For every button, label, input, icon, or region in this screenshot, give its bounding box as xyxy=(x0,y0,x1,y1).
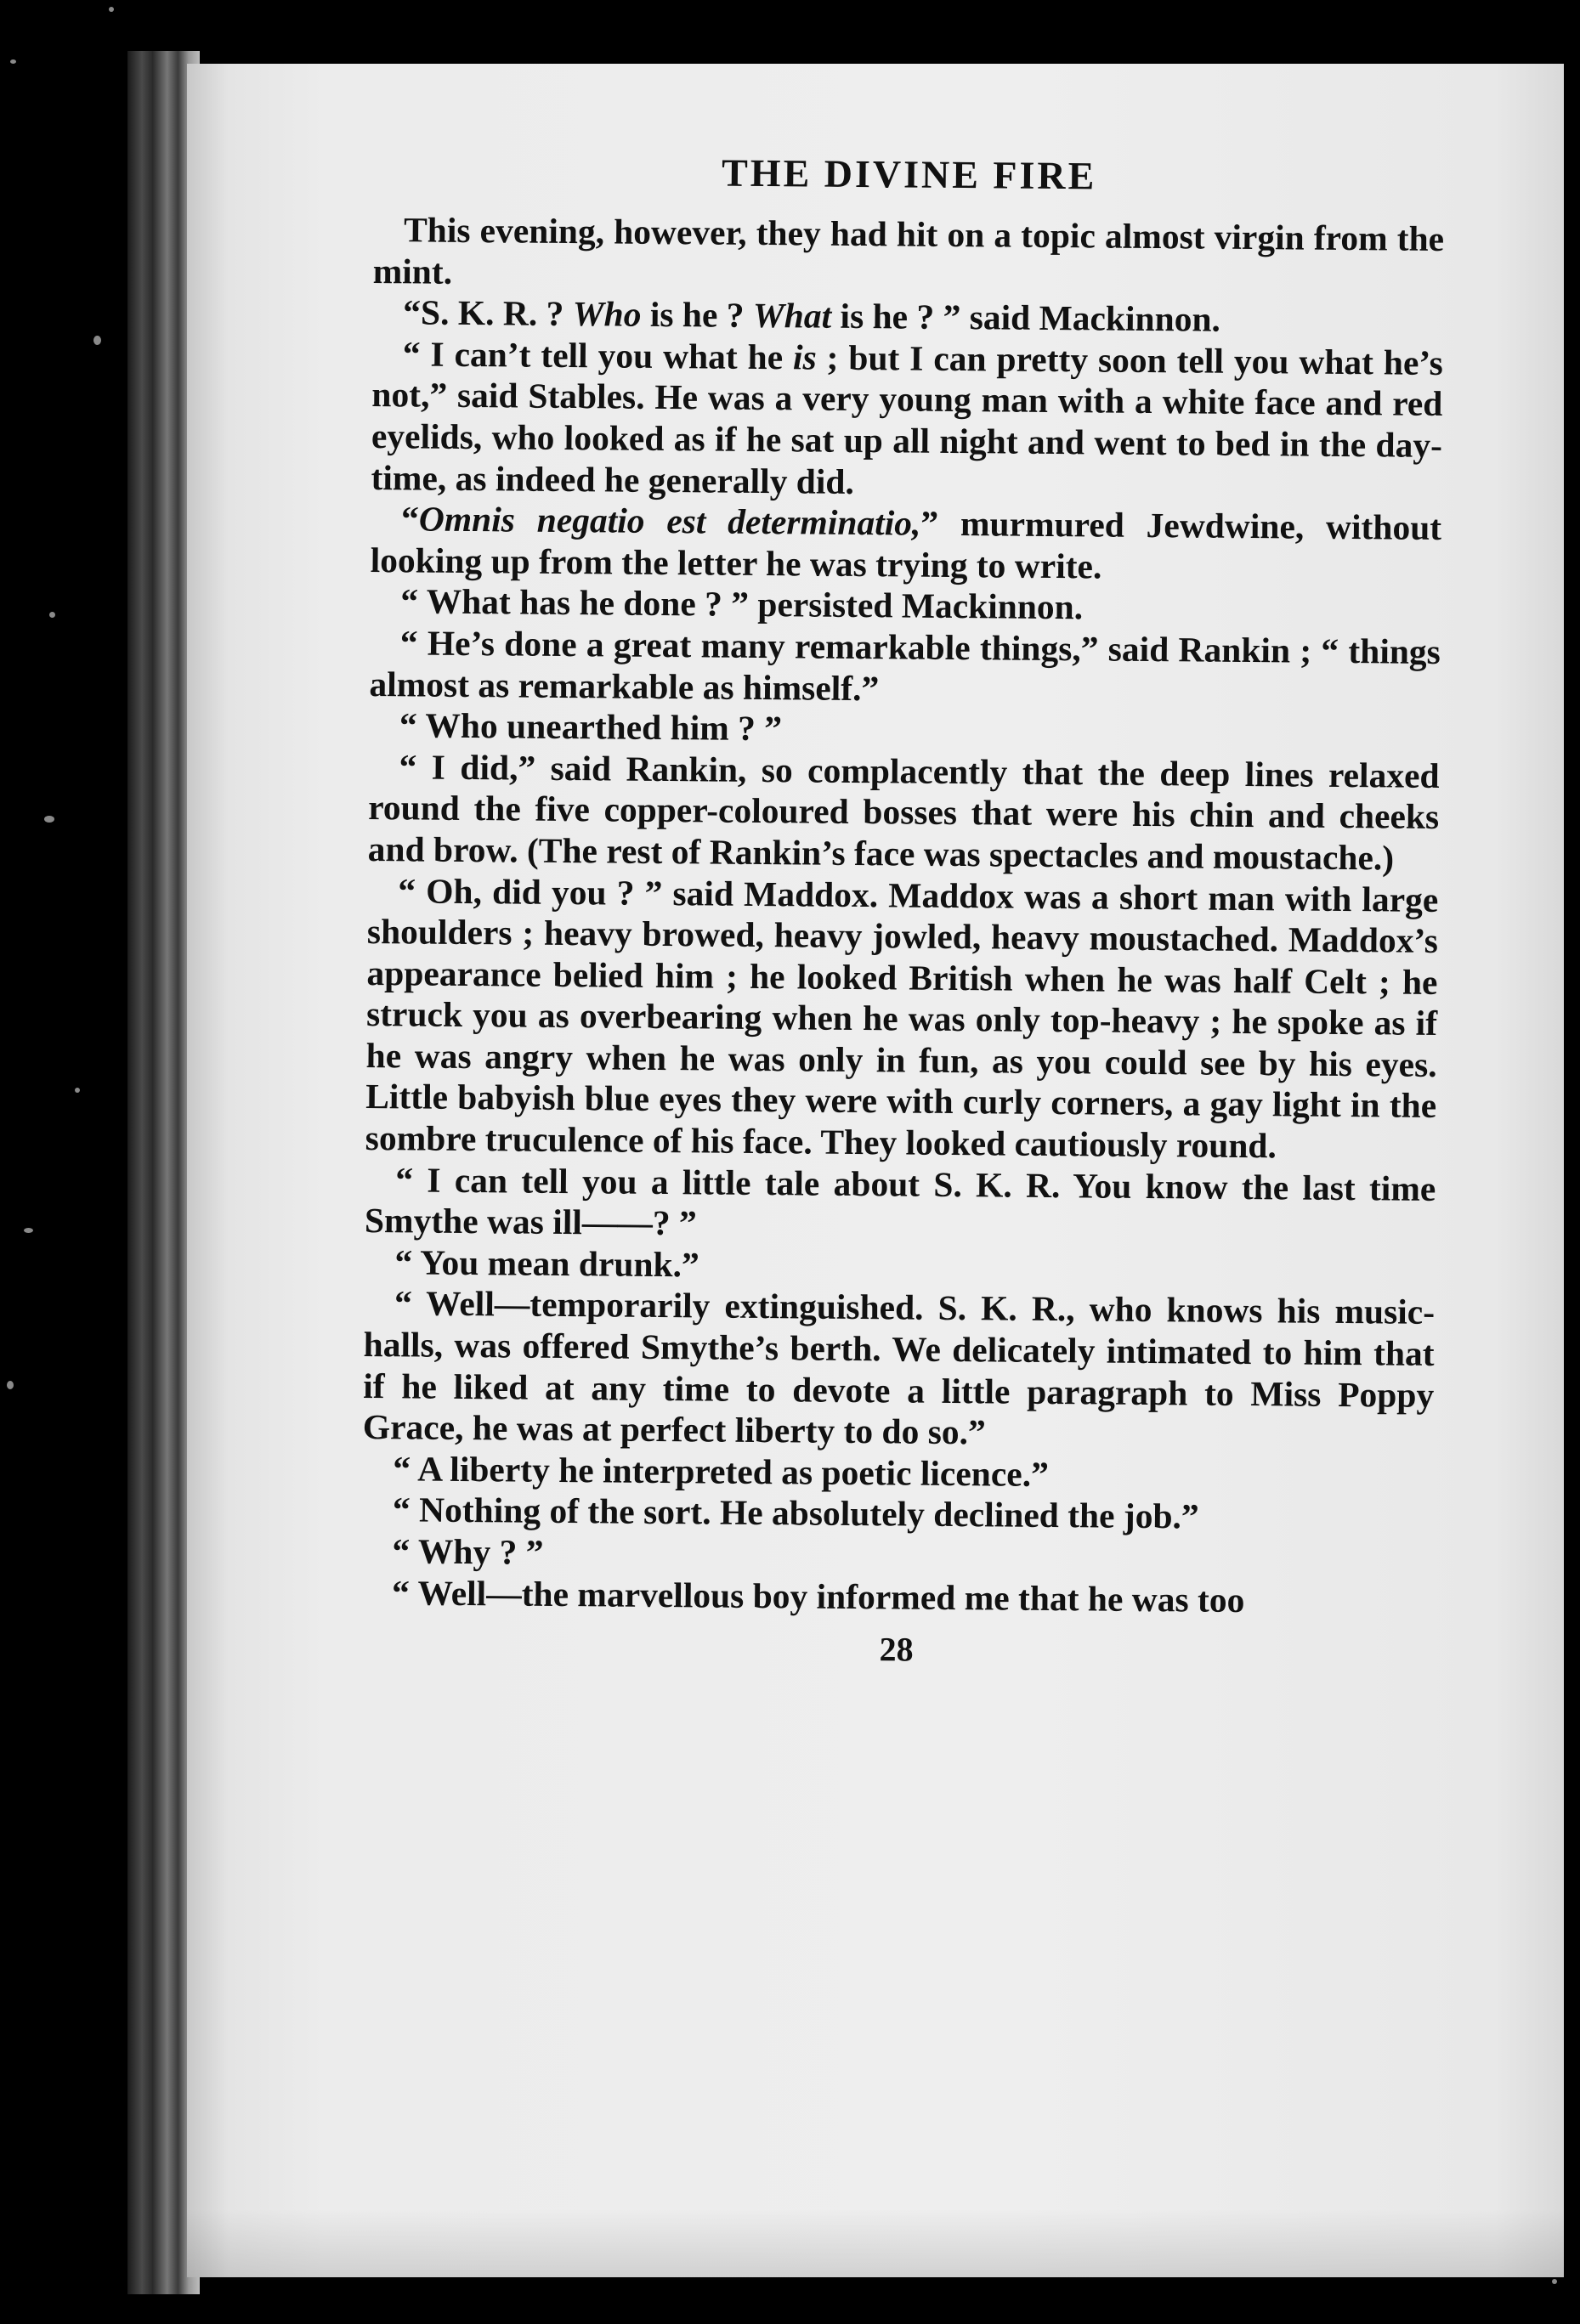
film-speck xyxy=(49,612,55,618)
paragraph xyxy=(361,1572,1432,1623)
paragraph xyxy=(365,869,1439,1168)
paragraph xyxy=(372,209,1444,301)
italic-text: What xyxy=(752,296,832,336)
text-run: “ He’s done a great many remarkable things,” said Rankin ; “ things almost as remarkable as himself.” xyxy=(369,623,1441,708)
film-speck xyxy=(93,336,101,345)
italic-text: Who xyxy=(572,294,642,334)
film-speck xyxy=(10,59,16,64)
text-run: “ xyxy=(400,499,420,539)
paragraph xyxy=(371,333,1443,507)
text-run: “ Well—temporarily extinguished. S. K. R., who knows his music-halls, was offered Smythe’s berth. We delicately intimated to him that if he liked at any time to devote a little paragraph to Miss Poppy Grace, he was at perfect liberty to do so.” xyxy=(362,1283,1436,1452)
text-run: “ I did,” said Rankin, so complacently that the deep lines relaxed round the five copper-coloured bosses that were his chin and cheeks and brow. (The rest of Rankin’s face was spectacles and moustache.) xyxy=(367,747,1440,878)
film-speck xyxy=(24,1228,33,1233)
text-run: “S. K. R. ? xyxy=(403,292,573,334)
text-run: “ Who unearthed him ? ” xyxy=(399,705,783,749)
paragraph xyxy=(363,1282,1436,1456)
paragraph xyxy=(371,498,1442,590)
text-run: “ Well—the marvellous boy informed me that he was too xyxy=(391,1572,1245,1620)
text-run: “ A liberty he interpreted as poetic licence.” xyxy=(393,1449,1050,1494)
text-run: ” murmured Jewdwine, without looking up from the letter he was trying to write. xyxy=(370,503,1442,586)
page-text-block xyxy=(360,144,1445,1675)
paragraph xyxy=(368,746,1440,879)
body-text xyxy=(361,209,1444,1622)
text-run: “ Why ? ” xyxy=(392,1531,544,1572)
paragraph xyxy=(369,622,1441,714)
text-run: “ Oh, did you ? ” said Maddox. Maddox was a short man with large shoulders ; heavy browed, heavy jowled, heavy moustached. Maddox’s appearance belied him ; he looked British when he was half Celt ; he struck you as overbearing when he was only top-heavy ; he spoke as if he was angry when he was only in fun, as you could see by his eyes. Little babyish blue eyes they were with curly corners, a gay light in the sombre truculence of his face. They looked cautiously round. xyxy=(365,870,1439,1166)
film-speck xyxy=(1552,2279,1557,2284)
page-bottom-shadow xyxy=(187,2209,1564,2277)
text-run: “ What has he done ? ” persisted Mackinnon. xyxy=(400,581,1084,627)
film-speck xyxy=(44,816,54,823)
text-run: ; but I can pretty soon tell you what he’s not,” said Stables. He was a very young man with a white face and red eyelids, who looked as if he sat up all night and went to bed in the day-time, as indeed he generally did. xyxy=(371,337,1444,501)
text-run: “ You mean drunk.” xyxy=(394,1242,699,1285)
text-run: “ Nothing of the sort. He absolutely declined the job.” xyxy=(392,1490,1199,1536)
running-head: THE DIVINE FIRE xyxy=(721,150,1097,198)
film-speck xyxy=(75,1088,80,1093)
text-run: “ I can’t tell you what he xyxy=(402,334,794,377)
film-speck xyxy=(7,1381,14,1389)
text-run: This evening, however, they had hit on a topic almost virgin from the mint. xyxy=(372,210,1445,291)
text-run: “ I can tell you a little tale about S. K. R. You know the last time Smythe was ill——? ” xyxy=(364,1159,1436,1243)
italic-text: Omnis negatio est determinatio, xyxy=(418,499,921,543)
text-run: is he ? ” said Mackinnon. xyxy=(830,296,1221,339)
text-run: is he ? xyxy=(641,294,754,336)
italic-text: is xyxy=(792,337,817,377)
paragraph xyxy=(365,1159,1436,1251)
page-number: 28 xyxy=(879,1630,914,1669)
film-speck xyxy=(109,7,114,12)
